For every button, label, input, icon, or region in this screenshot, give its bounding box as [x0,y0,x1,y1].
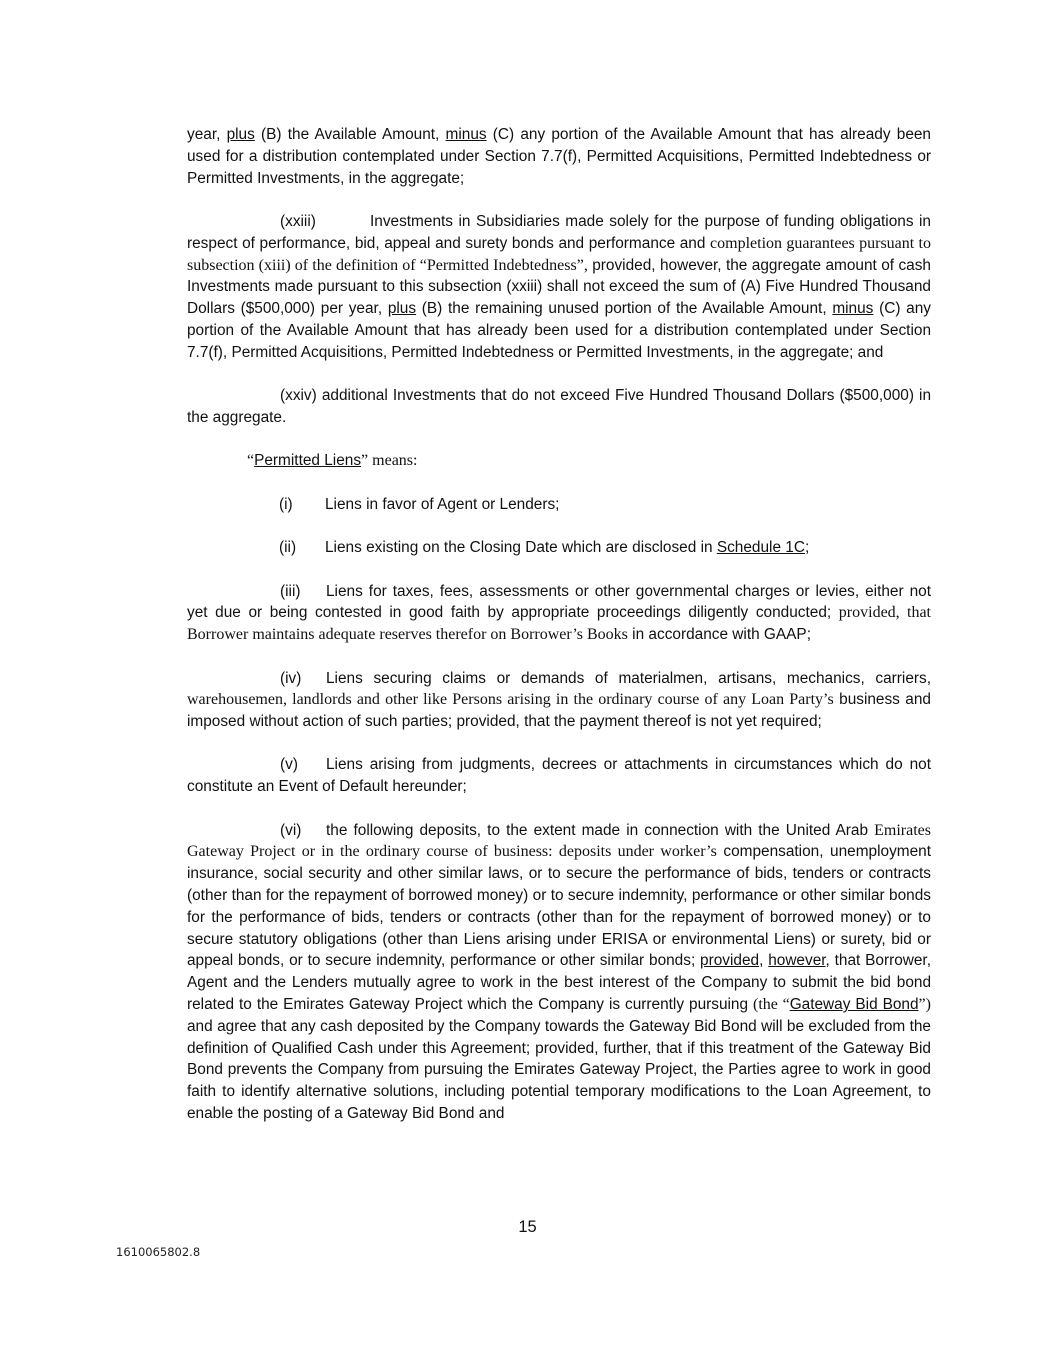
text: ” means: [361,452,418,470]
page-number: 15 [518,1218,537,1236]
text: (C) any portion of the Available Amount that has already been used for a distribution contemplated under Section 7.7(f), Permitted Acquisitions, Permitted Indebtedness or Permitted Investments, in the aggregate; and [187,300,931,361]
text: (B) the Available Amount, [254,126,446,143]
underlined-text: provided [700,952,760,970]
paragraph-xxiii [187,211,931,364]
text: the following deposits, to the extent made in connection with the United Arab [326,821,875,839]
underlined-text: plus [387,300,417,318]
paragraph-continuation [187,124,931,189]
text: , that Borrower, Agent and the Lenders mutually agree to work in the best interest of the Company to submit the bid bond related to the Emirates Gateway Project which the Company is currently pursuing [187,952,931,1014]
clause-number: (v) [280,756,298,774]
text: Investments in Subsidiaries made solely for the purpose of funding obligations in respect of performance, bid, appeal and surety bonds and performance and [187,212,931,252]
text: in accordance with GAAP; [627,626,811,644]
text: Liens arising from judgments, decrees or attachments in circumstances which do not constitute an Event of Default hereunder; [187,756,931,796]
underlined-text: minus [445,126,487,143]
text: warehousemen, landlords and other like Persons arising in the ordinary course of any Loan Party’s [187,691,834,709]
clause-number: (iv) [280,669,302,687]
list-item-ii [187,537,931,559]
text: provided, however, the aggregate amount of cash Investments made pursuant to this subsection (xxiii) shall not exceed the sum of (A) Five Hundred Thousand Dollars ($500,000) per year, [187,256,931,318]
text: Emirates Gateway Project or in the ordinary course of business: deposits under worker’s [187,821,931,861]
paragraph-iii [187,581,931,646]
definition-heading [187,450,931,472]
defined-term: Gateway Bid Bond [789,996,919,1014]
paragraph-xxiv [187,385,931,429]
paragraph-vi [187,820,931,1125]
underlined-text: however [768,952,826,970]
clause-number: (i) [279,495,293,513]
document-id: 1610065802.8 [116,1245,201,1259]
underlined-text: Schedule 1C [716,539,805,557]
text: business and imposed without action of such parties; provided, that the payment thereof is not yet required; [187,691,931,731]
text: (the “ [753,996,790,1014]
list-item-i [187,494,931,516]
text: (B) the remaining unused portion of the Available Amount, [416,300,833,318]
text: Liens securing claims or demands of materialmen, artisans, mechanics, carriers, [326,669,931,687]
text: Liens existing on the Closing Date which are disclosed in [325,539,717,557]
clause-number: (iii) [280,582,301,600]
text: ”) [918,996,931,1014]
clause-number: (ii) [279,539,297,557]
text: compensation, unemployment insurance, social security and other similar laws, or to secure the performance of bids, tenders or contracts (other than for the repayment of borrowed money) or to secure indemnity, performance or other similar bonds for the performance of bids, tenders or contracts (other than for the repayment of borrowed money) or to secure statutory obligations (other than Liens arising under ERISA or environmental Liens) or surety, bid or appeal bonds, or to secure indemnity, performance or other similar bonds; [187,843,931,970]
text: Liens for taxes, fees, assessments or other governmental charges or levies, either not yet due or being contested in good faith by appropriate proceedings diligently conducted; [187,582,931,622]
clause-number: (xxiv) [280,387,317,405]
text: completion guarantees pursuant to subsection (xiii) of the definition of “Permitted Indebtedness”, [187,234,931,274]
text: , [759,952,769,970]
text: “ [247,452,255,470]
clause-number: (vi) [280,821,302,839]
text: year, [187,126,227,143]
defined-term: Permitted Liens [254,452,362,470]
underlined-text: minus [832,300,874,318]
underlined-text: plus [226,126,255,143]
text: additional Investments that do not exceed Five Hundred Thousand Dollars ($500,000) in the aggregate. [187,387,931,426]
text: and agree that any cash deposited by the Company towards the Gateway Bid Bond will be excluded from the definition of Qualified Cash under this Agreement; provided, further, that if this treatment of the Gateway Bid Bond prevents the Company from pursuing the Emirates Gateway Project, the Parties agree to work in good faith to identify alternative solutions, including potential temporary modifications to the Loan Agreement, to enable the posting of a Gateway Bid Bond and [187,1017,931,1123]
text: provided, that Borrower maintains adequate reserves therefor on Borrower’s Books [187,604,932,644]
document-body [187,124,931,1146]
clause-number: (xxiii) [280,212,316,230]
paragraph-v [187,754,931,798]
paragraph-iv [187,668,931,733]
text [325,537,931,559]
text: Liens in favor of Agent or Lenders; [325,495,560,513]
text: ; [804,539,810,557]
text: (C) any portion of the Available Amount that has already been used for a distribution contemplated under Section 7.7(f), Permitted Acquisitions, Permitted Indebtedness or Permitted Investments, in the aggregate; [187,126,931,187]
